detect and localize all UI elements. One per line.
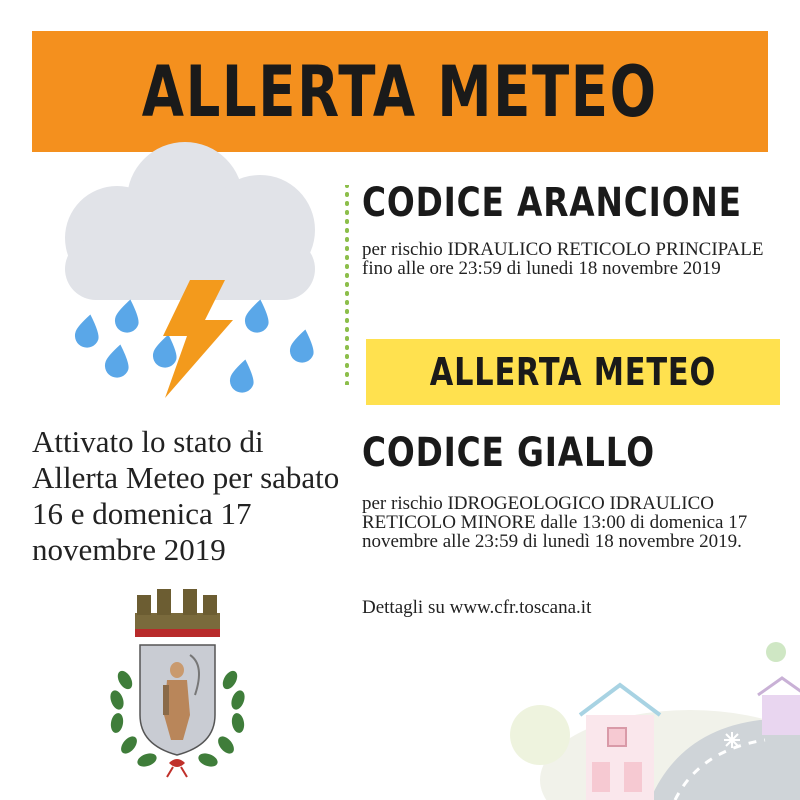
storm-cloud-icon (55, 140, 330, 405)
yellow-code-title: CODICE GIALLO (362, 430, 655, 476)
yellow-banner-title: ALLERTA METEO (429, 350, 717, 394)
orange-code-title: CODICE ARANCIONE (362, 180, 742, 226)
details-link[interactable]: Dettagli su www.cfr.toscana.it (362, 597, 592, 618)
yellow-alert-description: per rischio IDROGEOLOGICO IDRAULICO RETICOLO MINORE dalle 13:00 di domenica 17 novembre alle 23:59 di lunedì 18 novembre 2019. (362, 493, 748, 552)
header-banner (32, 31, 768, 152)
page-title: ALLERTA METEO (142, 50, 658, 133)
yellow-banner (366, 339, 780, 405)
orange-alert-description: per rischio IDRAULICO RETICOLO PRINCIPALE fino alle ore 23:59 di lunedi 18 novembre 2019 (362, 239, 764, 279)
municipal-crest-icon (95, 585, 260, 780)
activation-text: Attivato lo stato di Allerta Meteo per sabato 16 e domenica 17 novembre 2019 (32, 424, 340, 567)
village-houses-illustration (500, 640, 800, 800)
dotted-divider (344, 185, 350, 385)
